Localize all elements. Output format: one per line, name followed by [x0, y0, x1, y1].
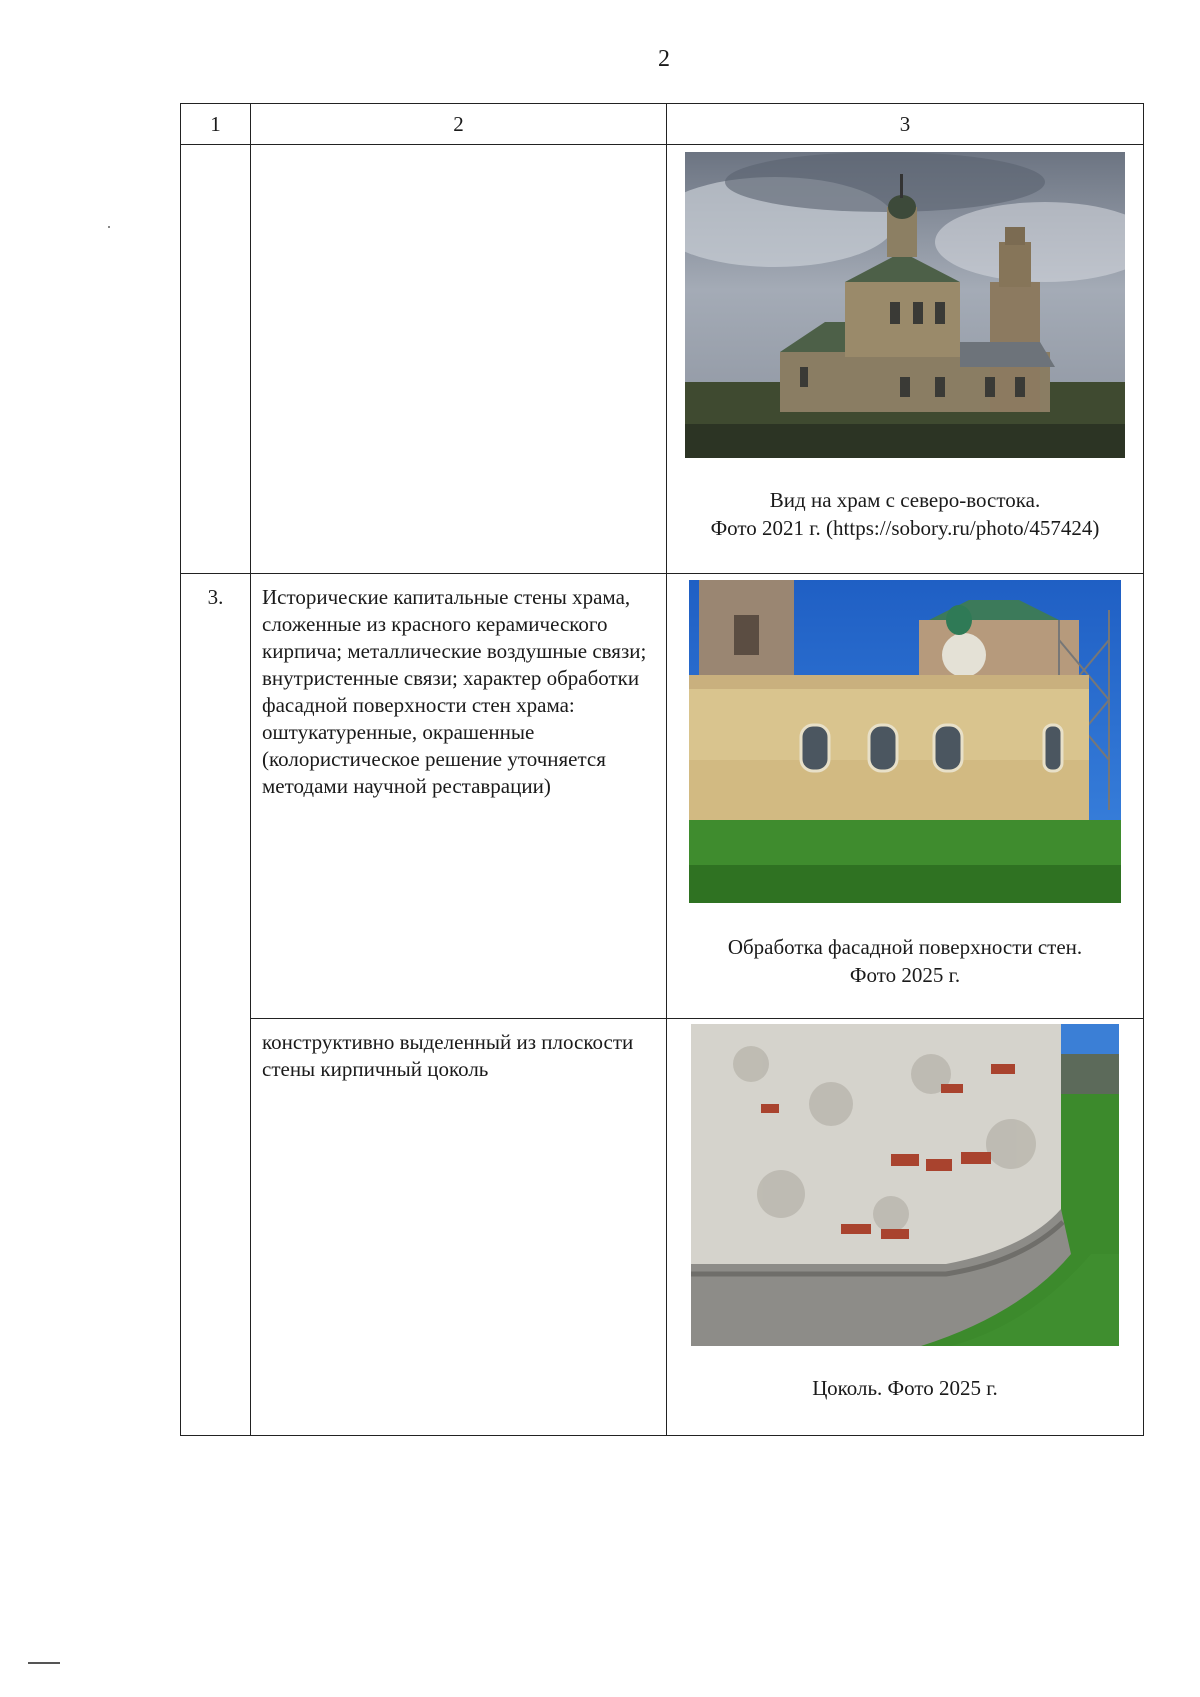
- heritage-table: [180, 103, 1144, 1436]
- scan-mark: [28, 1662, 60, 1664]
- photo-caption-line-1: Цоколь. Фото 2025 г.: [812, 1376, 998, 1400]
- table-row: [181, 145, 1144, 574]
- photo-caption-line-1: Обработка фасадной поверхности стен.: [727, 935, 1083, 959]
- table-row: [181, 574, 1144, 1019]
- table-header-row: [181, 104, 1144, 145]
- photo-cell: [667, 145, 1144, 574]
- photo-cell: [667, 1019, 1144, 1436]
- header-col-3: 3: [667, 104, 1144, 145]
- header-col-1: 1: [181, 104, 251, 145]
- row-number: [181, 145, 251, 574]
- row-description: конструктивно выделенный из плоскости стены кирпичный цоколь: [251, 1019, 667, 1436]
- row-number: 3.: [181, 574, 251, 1436]
- scan-dot: [108, 226, 110, 228]
- photo-caption-line-2: Фото 2021 г. (https://sobory.ru/photo/457424): [710, 516, 1100, 540]
- church-northeast-photo: [685, 152, 1125, 458]
- plinth-photo: [691, 1024, 1119, 1346]
- photo-caption-line-2: Фото 2025 г.: [849, 963, 961, 987]
- table-row: [181, 1019, 1144, 1436]
- photo-cell: [667, 574, 1144, 1019]
- row-description: [251, 145, 667, 574]
- facade-surface-photo: [689, 580, 1121, 903]
- page-number: 2: [658, 46, 670, 72]
- header-col-2: 2: [251, 104, 667, 145]
- photo-caption-line-1: Вид на храм с северо-востока.: [769, 488, 1041, 512]
- row-description: Исторические капитальные стены храма, сложенные из красного керамического кирпича; металлические воздушные связи; внутристенные связи; характер обработки фасадной поверхности стен храма: оштукатуренные, окрашенные (колористическое решение уточняется методами научной реставрации): [251, 574, 667, 1019]
